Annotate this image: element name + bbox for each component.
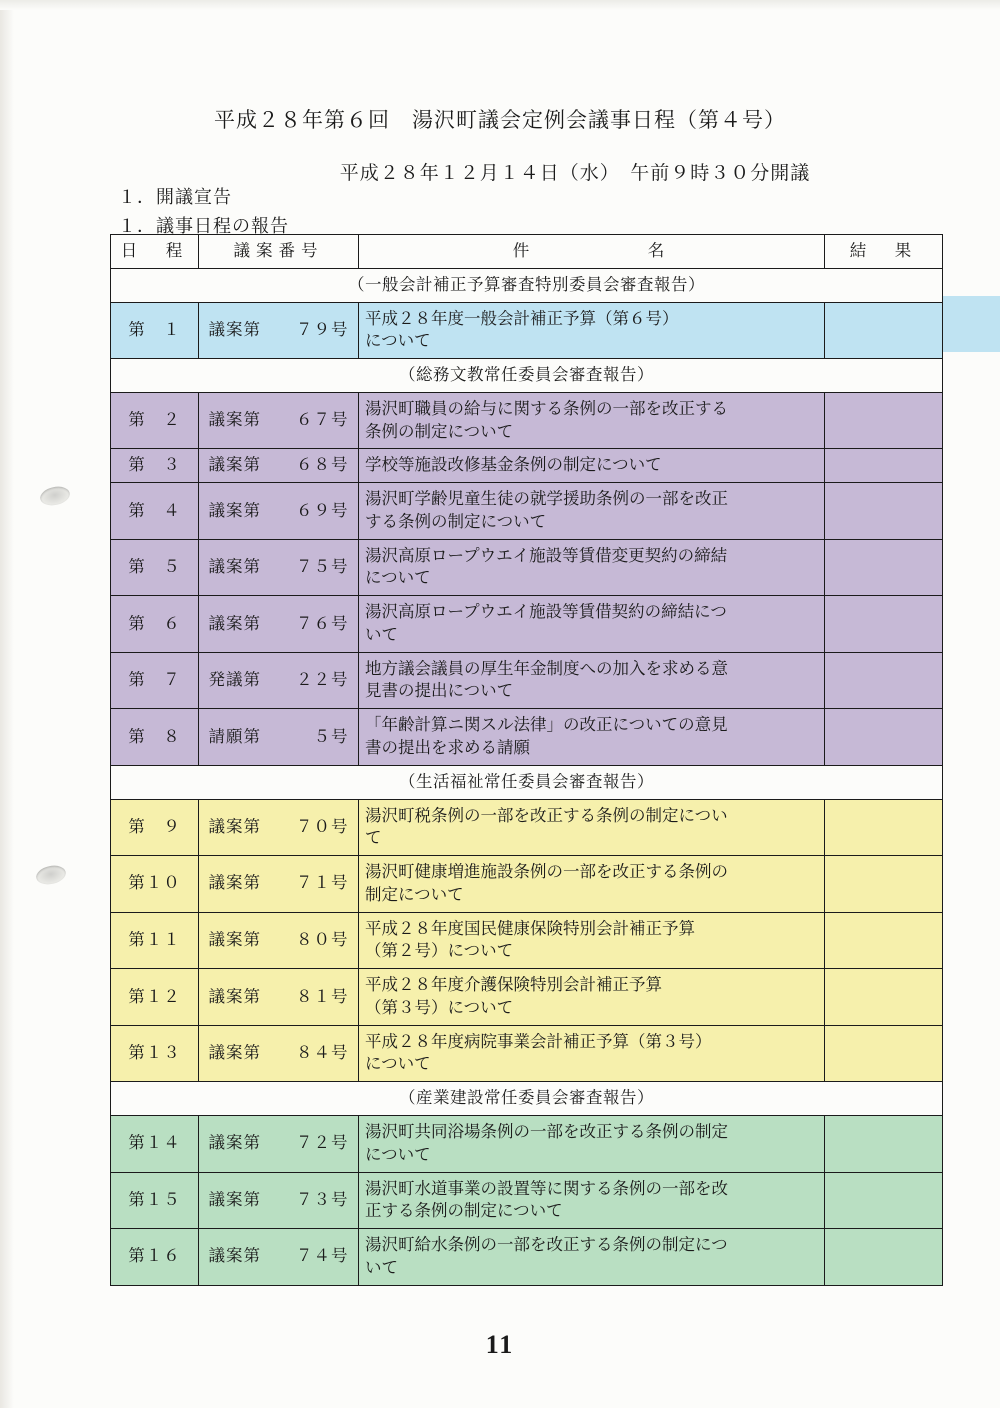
agenda-table-body xyxy=(111,235,943,1286)
bill-title: 湯沢町職員の給与に関する条例の一部を改正する 条例の制定について xyxy=(359,392,825,449)
bill-title: 平成２８年度国民健康保険特別会計補正予算 （第２号）について xyxy=(359,912,825,969)
result-cell xyxy=(825,1115,943,1172)
agenda-number: 第１５ xyxy=(111,1172,199,1229)
agenda-number: 第１１ xyxy=(111,912,199,969)
highlight-bleed xyxy=(942,296,1000,352)
bill-title: 学校等施設改修基金条例の制定について xyxy=(359,449,825,483)
agenda-line-1: １．開議宣告 xyxy=(118,187,232,207)
table-section-row xyxy=(111,268,943,302)
agenda-number: 第 ５ xyxy=(111,539,199,596)
agenda-number: 第 ９ xyxy=(111,799,199,856)
table-row xyxy=(111,799,943,856)
result-cell xyxy=(825,392,943,449)
bill-number: 議案第 ６８号 xyxy=(199,449,359,483)
bill-number: 議案第 ７３号 xyxy=(199,1172,359,1229)
table-row xyxy=(111,596,943,653)
bill-title: 湯沢町水道事業の設置等に関する条例の一部を改 正する条例の制定について xyxy=(359,1172,825,1229)
agenda-number: 第１０ xyxy=(111,856,199,913)
document-subtitle: 平成２８年１２月１４日（水） 午前９時３０分開議 xyxy=(339,163,811,184)
bill-number: 発議第 ２２号 xyxy=(199,652,359,709)
bill-title: 湯沢町税条例の一部を改正する条例の制定につい て xyxy=(359,799,825,856)
bill-number: 議案第 ７６号 xyxy=(199,596,359,653)
bill-number: 議案第 ７０号 xyxy=(199,799,359,856)
hole-punch-mark xyxy=(34,863,67,887)
bill-number: 議案第 ７５号 xyxy=(199,539,359,596)
result-cell xyxy=(825,483,943,540)
table-row xyxy=(111,449,943,483)
agenda-number: 第１６ xyxy=(111,1229,199,1286)
table-row xyxy=(111,1172,943,1229)
result-cell xyxy=(825,596,943,653)
bill-title: 湯沢町共同浴場条例の一部を改正する条例の制定 について xyxy=(359,1115,825,1172)
table-row xyxy=(111,912,943,969)
bill-title: 平成２８年度病院事業会計補正予算（第３号） について xyxy=(359,1025,825,1082)
bill-title: 平成２８年度介護保険特別会計補正予算 （第３号）について xyxy=(359,969,825,1026)
column-header: 日 程 xyxy=(111,235,199,269)
result-cell xyxy=(825,652,943,709)
result-cell xyxy=(825,799,943,856)
agenda-line-2: １．議事日程の報告 xyxy=(118,216,289,236)
bill-number: 議案第 ７１号 xyxy=(199,856,359,913)
table-section-row xyxy=(111,1082,943,1116)
bill-number: 議案第 ７４号 xyxy=(199,1229,359,1286)
bill-number: 議案第 ８４号 xyxy=(199,1025,359,1082)
result-cell xyxy=(825,1172,943,1229)
agenda-number: 第 ７ xyxy=(111,652,199,709)
agenda-number: 第１３ xyxy=(111,1025,199,1082)
table-row xyxy=(111,1229,943,1286)
agenda-number: 第１４ xyxy=(111,1115,199,1172)
bill-title: 湯沢町学齢児童生徒の就学援助条例の一部を改正 する条例の制定について xyxy=(359,483,825,540)
page-number: 11 xyxy=(485,1330,515,1359)
agenda-number: 第１２ xyxy=(111,969,199,1026)
result-cell xyxy=(825,1229,943,1286)
document-title: 平成２８年第６回 湯沢町議会定例会議事日程（第４号） xyxy=(214,108,786,132)
table-row xyxy=(111,652,943,709)
result-cell xyxy=(825,856,943,913)
table-row xyxy=(111,1025,943,1082)
agenda-table xyxy=(110,234,943,1286)
table-row xyxy=(111,483,943,540)
table-row xyxy=(111,856,943,913)
hole-punch-mark xyxy=(38,484,71,508)
column-header: 議案番号 xyxy=(199,235,359,269)
bill-title: 地方議会議員の厚生年金制度への加入を求める意 見書の提出について xyxy=(359,652,825,709)
section-label: （総務文教常任委員会審査報告） xyxy=(111,359,943,393)
bill-number: 議案第 ７２号 xyxy=(199,1115,359,1172)
bill-number: 議案第 ７９号 xyxy=(199,302,359,359)
agenda-number: 第 ２ xyxy=(111,392,199,449)
table-section-row xyxy=(111,359,943,393)
table-header-row xyxy=(111,235,943,269)
table-row xyxy=(111,709,943,766)
agenda-number: 第 ４ xyxy=(111,483,199,540)
bill-title: 平成２８年度一般会計補正予算（第６号） について xyxy=(359,302,825,359)
section-label: （生活福祉常任委員会審査報告） xyxy=(111,765,943,799)
bill-number: 請願第 ５号 xyxy=(199,709,359,766)
section-label: （一般会計補正予算審査特別委員会審査報告） xyxy=(111,268,943,302)
column-header: 結 果 xyxy=(825,235,943,269)
section-label: （産業建設常任委員会審査報告） xyxy=(111,1082,943,1116)
result-cell xyxy=(825,449,943,483)
bill-title: 湯沢町健康増進施設条例の一部を改正する条例の 制定について xyxy=(359,856,825,913)
table-section-row xyxy=(111,765,943,799)
table-row xyxy=(111,392,943,449)
column-header: 件 名 xyxy=(359,235,825,269)
result-cell xyxy=(825,912,943,969)
result-cell xyxy=(825,1025,943,1082)
agenda-number: 第 １ xyxy=(111,302,199,359)
bill-number: 議案第 ６７号 xyxy=(199,392,359,449)
table-row xyxy=(111,302,943,359)
bill-number: 議案第 ６９号 xyxy=(199,483,359,540)
result-cell xyxy=(825,969,943,1026)
agenda-number: 第 ８ xyxy=(111,709,199,766)
result-cell xyxy=(825,539,943,596)
scan-edge-top xyxy=(0,0,1000,10)
bill-number: 議案第 ８０号 xyxy=(199,912,359,969)
agenda-number: 第 ３ xyxy=(111,449,199,483)
bill-title: 「年齢計算ニ関スル法律」の改正についての意見 書の提出を求める請願 xyxy=(359,709,825,766)
result-cell xyxy=(825,709,943,766)
bill-title: 湯沢高原ロープウエイ施設等賃借契約の締結につ いて xyxy=(359,596,825,653)
table-row xyxy=(111,539,943,596)
bill-number: 議案第 ８１号 xyxy=(199,969,359,1026)
table-row xyxy=(111,1115,943,1172)
agenda-number: 第 ６ xyxy=(111,596,199,653)
table-row xyxy=(111,969,943,1026)
scan-edge-left xyxy=(0,0,14,1408)
result-cell xyxy=(825,302,943,359)
bill-title: 湯沢高原ロープウエイ施設等賃借変更契約の締結 について xyxy=(359,539,825,596)
bill-title: 湯沢町給水条例の一部を改正する条例の制定につ いて xyxy=(359,1229,825,1286)
